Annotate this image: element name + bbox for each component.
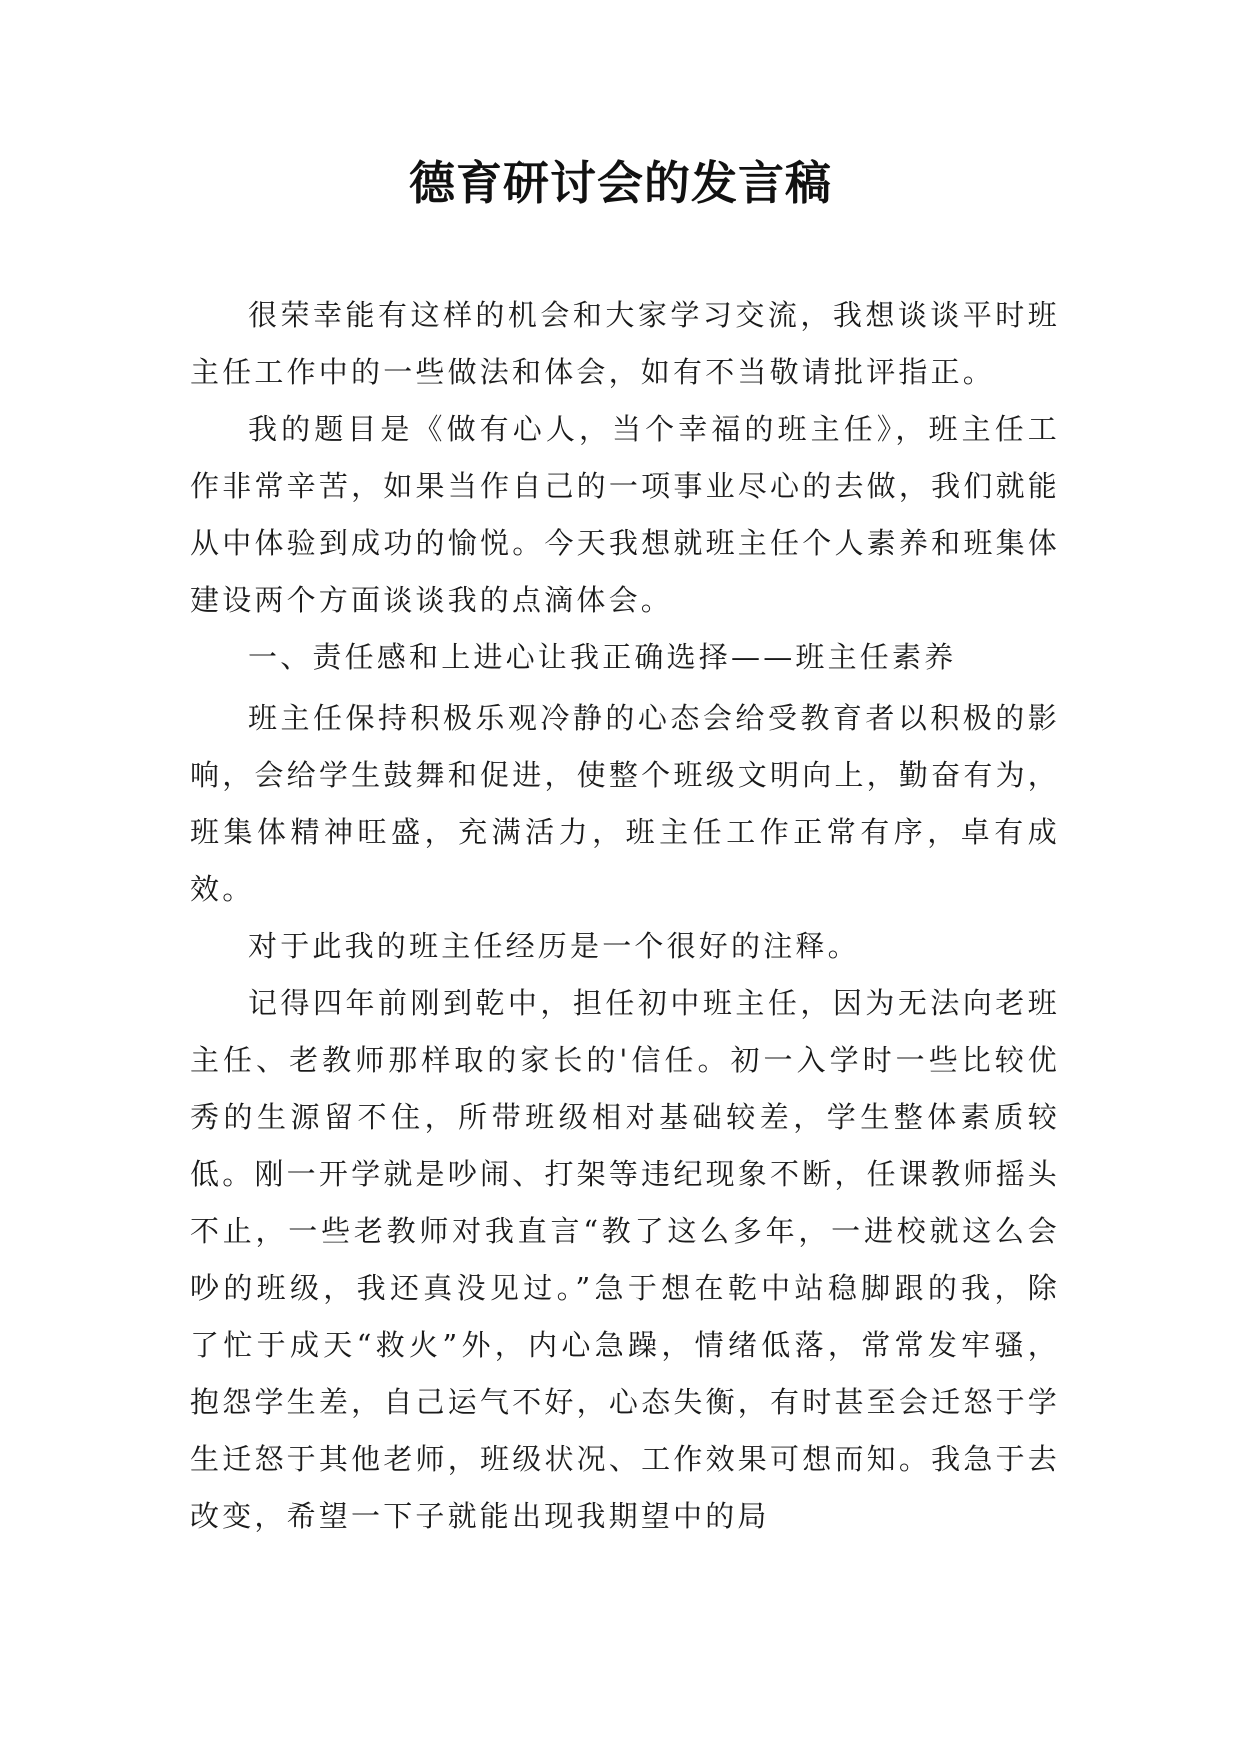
document-title: 德育研讨会的发言稿: [409, 156, 832, 210]
paragraph-experience: 对于此我的班主任经历是一个很好的注释。: [248, 929, 860, 963]
paragraph-attitude: 班主任保持积极乐观冷静的心态会给受教育者以积极的影响，会给学生鼓舞和促进，使整个班级文明向上，勤奋有为，班集体精神旺盛，充满活力，班主任工作正常有序，卓有成效。: [190, 701, 1060, 906]
paragraph-topic: 我的题目是《做有心人，当个幸福的班主任》，班主任工作非常辛苦，如果当作自己的一项事业尽心的去做，我们就能从中体验到成功的愉悦。今天我想就班主任个人素养和班集体建设两个方面谈谈我的点滴体会。: [190, 412, 1060, 617]
paragraph-story: 记得四年前刚到乾中，担任初中班主任，因为无法向老班主任、老教师那样取的家长的'信任。初一入学时一些比较优秀的生源留不住，所带班级相对基础较差，学生整体素质较低。刚一开学就是吵闹、打架等违纪现象不断，任课教师摇头不止，一些老教师对我直言“教了这么多年，一进校就这么会吵的班级，我还真没见过。”急于想在乾中站稳脚跟的我，除了忙于成天“救火”外，内心急躁，情绪低落，常常发牢骚，抱怨学生差，自己运气不好，心态失衡，有时甚至会迁怒于学生迁怒于其他老师，班级状况、工作效果可想而知。我急于去改变，希望一下子就能出现我期望中的局: [190, 986, 1060, 1533]
paragraph-intro: 很荣幸能有这样的机会和大家学习交流，我想谈谈平时班主任工作中的一些做法和体会，如有不当敬请批评指正。: [190, 298, 1060, 389]
section-heading: 一、责任感和上进心让我正确选择——班主任素养: [248, 640, 957, 674]
document-body: [190, 287, 1060, 1545]
